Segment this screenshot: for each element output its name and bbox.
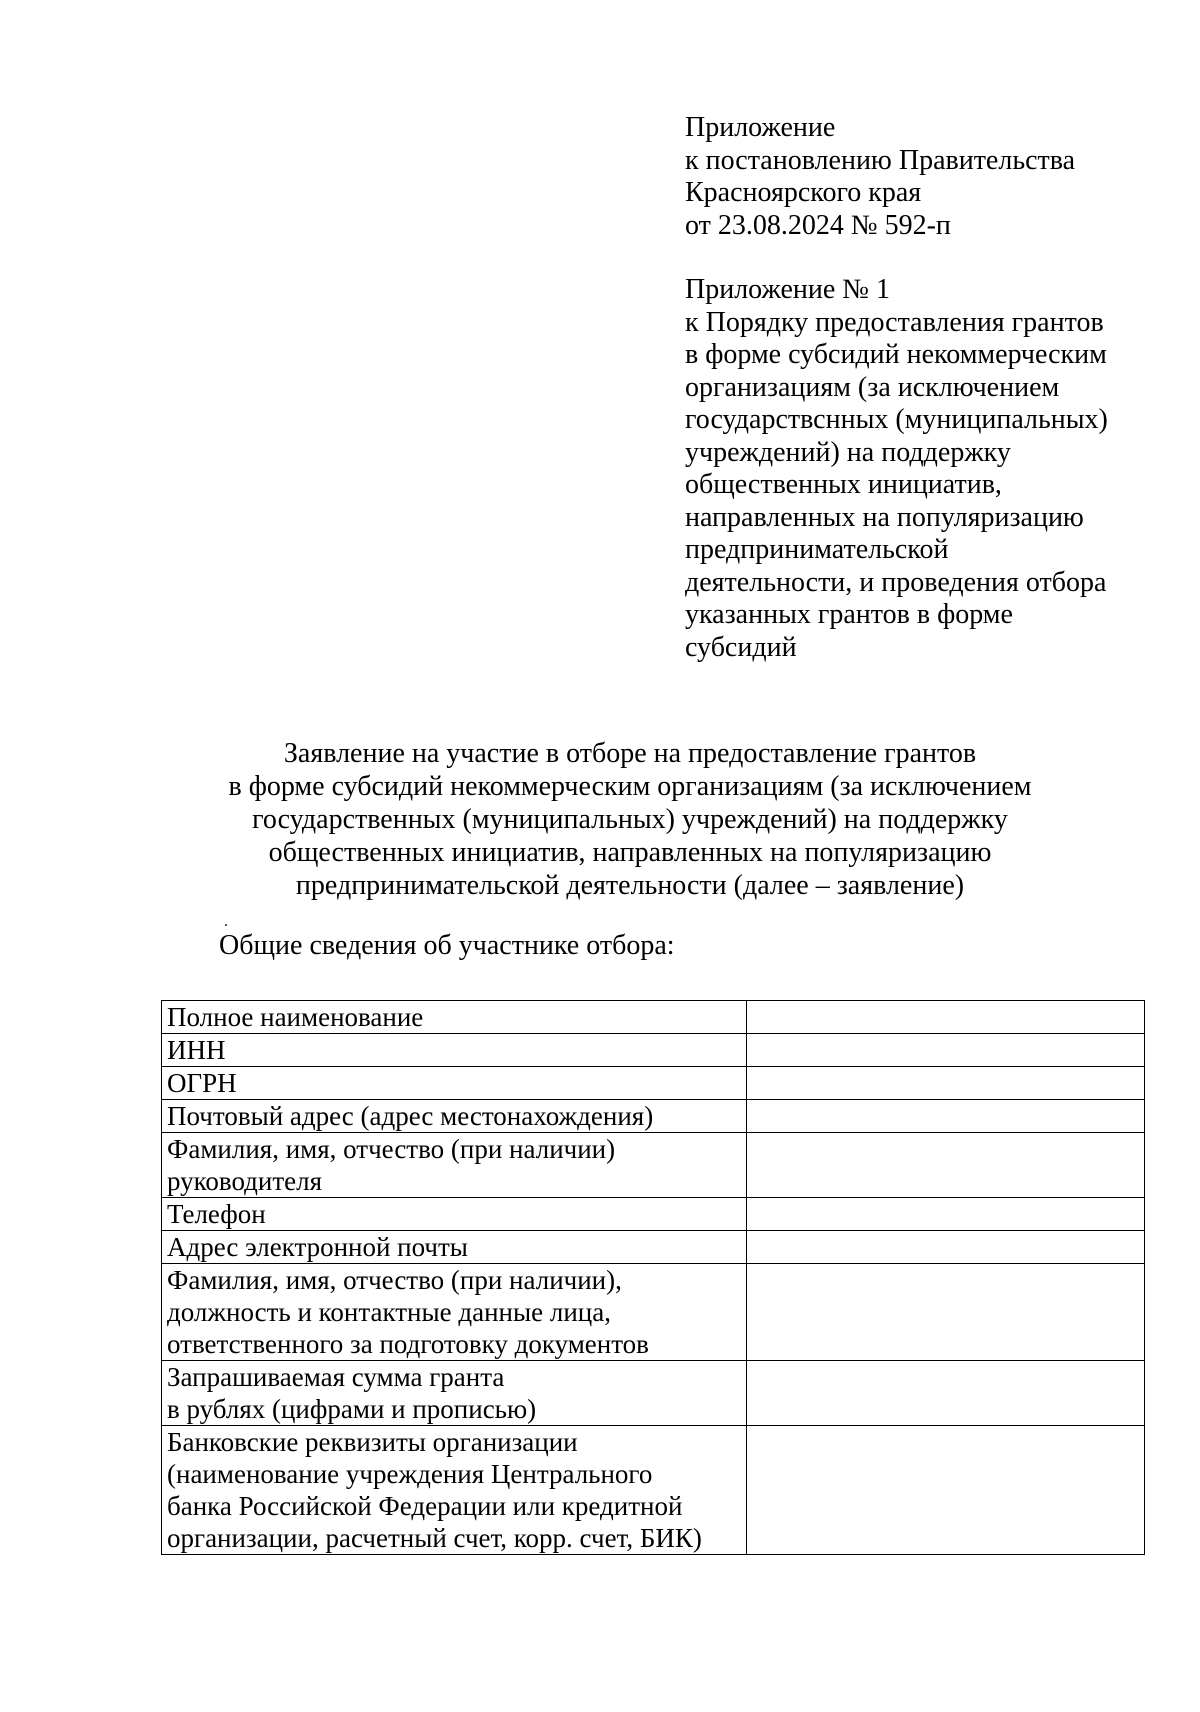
appendix-gov-line: к постановлению Правительства — [685, 144, 1076, 176]
table-row — [162, 1231, 1145, 1264]
appendix-order-line: указанных грантов в форме — [685, 599, 1013, 630]
appendix-order-line: учреждений) на поддержку — [685, 436, 1011, 468]
appendix-gov-line: от 23.08.2024 № 592-п — [685, 209, 951, 241]
table-row — [162, 1067, 1145, 1100]
title-line: предпринимательской деятельности (далее – заявление) — [295, 870, 965, 901]
appendix-order-line: к Порядку предоставления грантов — [685, 306, 1104, 338]
row-value-cell[interactable] — [747, 1361, 1145, 1426]
row-label-line: (наименование учреждения Центрального — [167, 1459, 653, 1489]
row-label-line: организации, расчетный счет, корр. счет, БИК) — [167, 1523, 702, 1553]
row-value-cell[interactable] — [747, 1067, 1145, 1100]
table-row — [162, 1361, 1145, 1426]
appendix-gov-decree — [685, 112, 1165, 242]
row-label-line: Запрашиваемая сумма гранта — [167, 1362, 505, 1392]
row-label-line: Фамилия, имя, отчество (при наличии) — [167, 1134, 616, 1164]
row-label-line: руководителя — [167, 1166, 323, 1196]
row-label-line: Почтовый адрес (адрес местонахождения) — [167, 1101, 654, 1131]
row-value-cell[interactable] — [747, 1426, 1145, 1555]
row-value-cell[interactable] — [747, 1231, 1145, 1264]
appendix-spacer — [685, 242, 1165, 274]
row-label-line: ОГРН — [167, 1068, 237, 1098]
scan-speck — [225, 924, 227, 926]
appendix-order-line: общественных инициатив, — [685, 469, 1002, 500]
row-label-line: ответственного за подготовку документов — [167, 1329, 649, 1359]
table-row — [162, 1034, 1145, 1067]
title-line: государственных (муниципальных) учреждений) на поддержку — [252, 804, 1008, 835]
row-value-cell[interactable] — [747, 1034, 1145, 1067]
row-label-line: должность и контактные данные лица, — [167, 1297, 611, 1327]
row-value-cell[interactable] — [747, 1001, 1145, 1034]
appendix-order-line: организациям (за исключением — [685, 371, 1060, 403]
title-line: Заявление на участие в отборе на предоставление грантов — [283, 738, 977, 769]
row-label — [162, 1198, 747, 1231]
row-label — [162, 1264, 747, 1361]
appendix-header — [685, 112, 1165, 664]
appendix-order-line: деятельности, и проведения отбора — [685, 566, 1107, 598]
row-label — [162, 1231, 747, 1264]
row-label — [162, 1034, 747, 1067]
row-label-line: ИНН — [167, 1035, 226, 1065]
section-heading: Общие сведения об участнике отбора: — [219, 930, 675, 961]
appendix-order-line: государствснных (муниципальных) — [685, 404, 1108, 435]
row-label — [162, 1067, 747, 1100]
row-value-cell[interactable] — [747, 1100, 1145, 1133]
appendix-order-line: направленных на популяризацию — [685, 501, 1084, 533]
row-label-line: Телефон — [167, 1199, 266, 1229]
table-row — [162, 1133, 1145, 1198]
appendix-order-line: предпринимательской — [685, 534, 949, 565]
appendix-order-line: Приложение № 1 — [685, 274, 890, 305]
row-label — [162, 1133, 747, 1198]
row-label — [162, 1361, 747, 1426]
participant-info-table — [161, 1000, 1145, 1555]
row-value-cell[interactable] — [747, 1198, 1145, 1231]
appendix-order — [685, 274, 1165, 664]
appendix-order-line: субсидий — [685, 631, 797, 663]
table-row — [162, 1198, 1145, 1231]
row-label-line: Адрес электронной почты — [167, 1232, 468, 1262]
title-line: общественных инициатив, направленных на популяризацию — [268, 837, 992, 868]
row-label-line: Полное наименование — [167, 1002, 424, 1032]
row-label-line: Фамилия, имя, отчество (при наличии), — [167, 1265, 622, 1295]
row-label — [162, 1001, 747, 1034]
appendix-order-line: в форме субсидий некоммерческим — [685, 339, 1107, 370]
table-row — [162, 1264, 1145, 1361]
row-label-line: в рублях (цифрами и прописью) — [167, 1394, 537, 1424]
row-value-cell[interactable] — [747, 1264, 1145, 1361]
appendix-gov-line: Приложение — [685, 112, 836, 143]
appendix-gov-line: Красноярского края — [685, 177, 922, 208]
row-label-line: Банковские реквизиты организации — [167, 1427, 578, 1457]
row-label — [162, 1426, 747, 1555]
row-value-cell[interactable] — [747, 1133, 1145, 1198]
title-line: в форме субсидий некоммерческим организациям (за исключением — [228, 771, 1032, 802]
table-row — [162, 1100, 1145, 1133]
row-label-line: банка Российской Федерации или кредитной — [167, 1491, 683, 1521]
table-row — [162, 1001, 1145, 1034]
table-row — [162, 1426, 1145, 1555]
document-title — [150, 737, 1110, 902]
row-label — [162, 1100, 747, 1133]
